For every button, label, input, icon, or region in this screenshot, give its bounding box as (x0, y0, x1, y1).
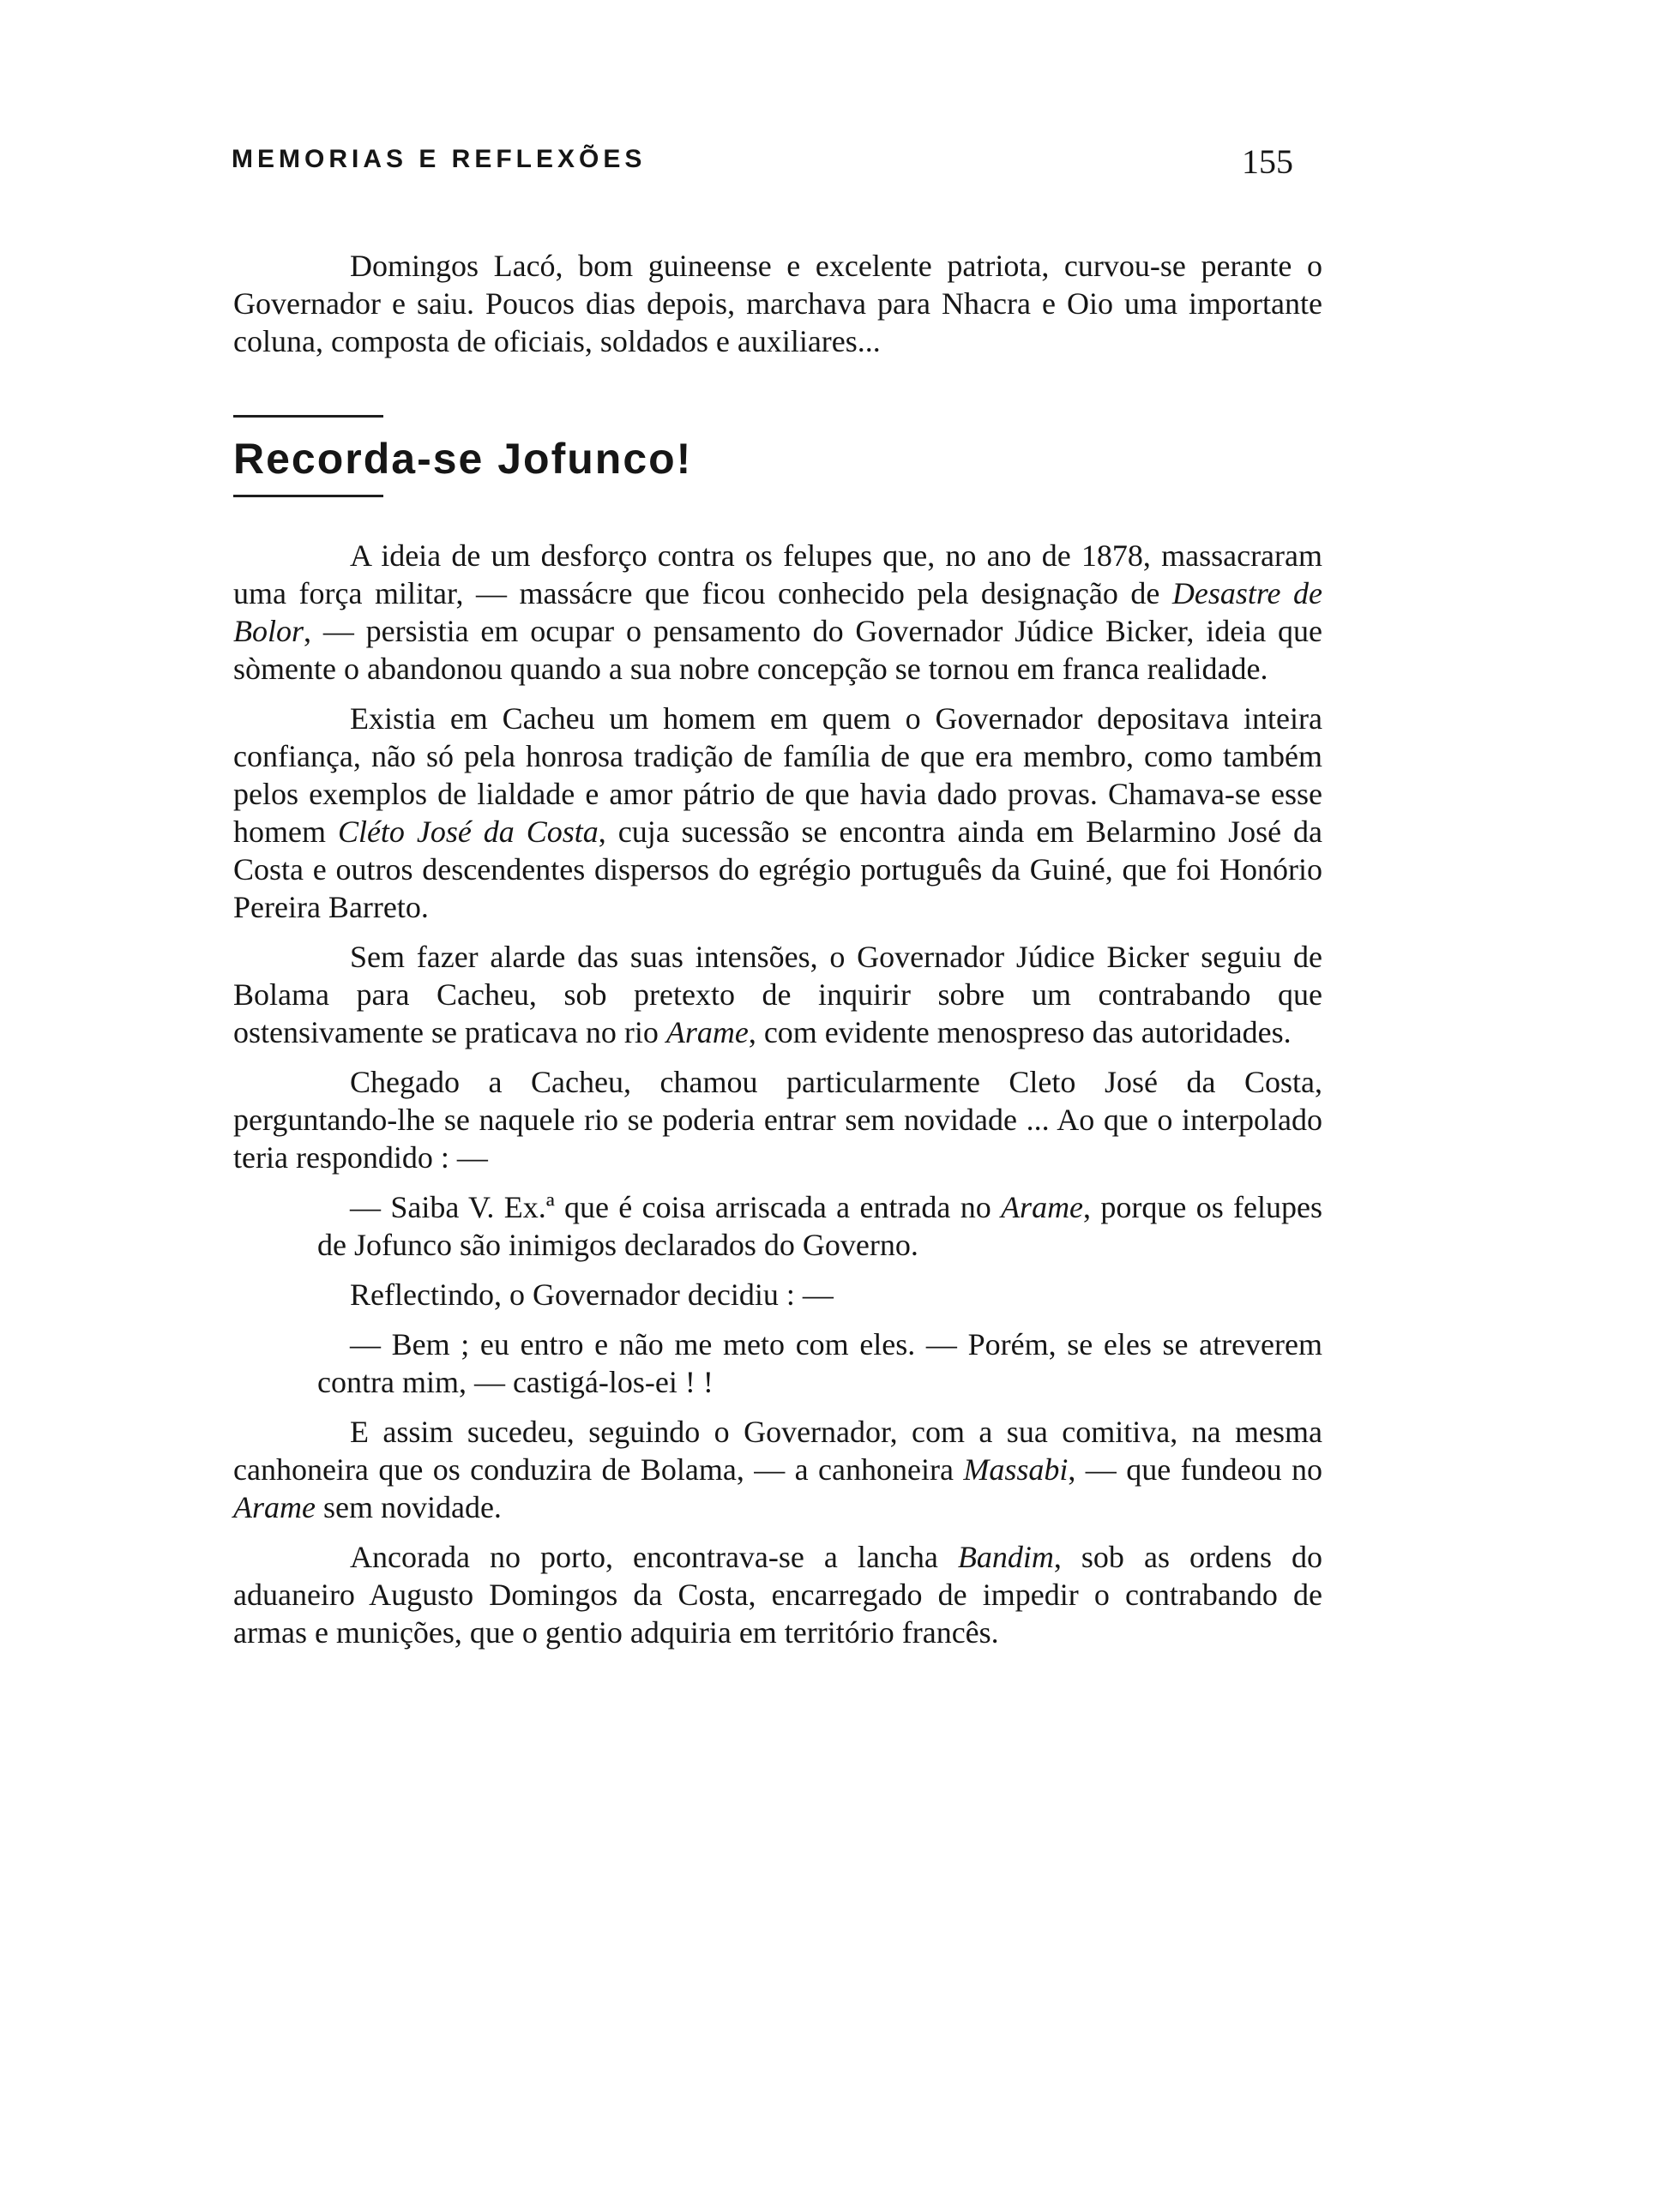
paragraph-text: , sob as ordens do aduaneiro Augusto Domingos da Costa, encarregado de impedir o contrabando de armas e munições, que o gentio adquiria em território francês. (233, 1540, 1322, 1650)
paragraph-lancha-bandim (233, 1538, 1322, 1651)
intro-paragraph: Domingos Lacó, bom guineense e excelente patriota, curvou-se perante o Governador e saiu. Poucos dias depois, marchava para Nhacra e Oio uma importante coluna, composta de oficiais, soldados e auxiliares... (233, 249, 1322, 358)
paragraph-text: A ideia de um desforço contra os felupes que, no ano de 1878, massacraram uma força militar, — massácre que ficou conhecido pela designação de (233, 538, 1322, 610)
dialogue-text: , porque os felupes de Jofunco são inimigos declarados do Governo. (317, 1190, 1322, 1262)
paragraph-desastre-de-bolor (233, 537, 1322, 688)
italic-river-name: Arame (233, 1490, 316, 1524)
page-body (233, 247, 1322, 1663)
paragraph-text: sem novidade. (315, 1490, 502, 1524)
italic-name: Cléto José da Costa (337, 814, 599, 849)
dialogue-governor-reply: — Bem ; eu entro e não me meto com eles. — Porém, se eles se atreverem contra mim, — castigá-los-ei ! ! (317, 1327, 1322, 1399)
section-rule-bottom (233, 495, 383, 497)
paragraph-text: Ancorada no porto, encontrava-se a lancha (350, 1540, 958, 1574)
paragraph-canhoneira-massabi (233, 1413, 1322, 1526)
section-heading: Recorda-se Jofunco! (233, 435, 693, 483)
italic-term: Desastre de Bolor (233, 576, 1322, 648)
dialogue-text: — Saiba V. Ex.ª que é coisa arriscada a entrada no (350, 1190, 1002, 1224)
running-header (232, 141, 1321, 193)
italic-ship-name: Massabi (963, 1452, 1069, 1487)
paragraph-text: , — persistia em ocupar o pensamento do Governador Júdice Bicker, ideia que sòmente o abandonou quando a sua nobre concepção se tornou em franca realidade. (233, 614, 1322, 686)
paragraph-voyage-to-cacheu (233, 938, 1322, 1051)
paragraph-text: , com evidente menospreso das autoridades. (748, 1015, 1292, 1049)
page-number: 155 (1242, 142, 1293, 181)
paragraph-arrival-at-cacheu: Chegado a Cacheu, chamou particularmente Cleto José da Costa, perguntando-lhe se naquele rio se poderia entrar sem novidade ... Ao que o interpolado teria respondido : — (233, 1065, 1322, 1175)
paragraph-cleto-jose-da-costa (233, 700, 1322, 926)
italic-river-name: Arame (1001, 1190, 1084, 1224)
running-title: MEMORIAS E REFLEXÕES (232, 145, 647, 173)
italic-river-name: Arame (665, 1015, 749, 1049)
italic-ship-name: Bandim (957, 1540, 1054, 1574)
paragraph-text: E assim sucedeu, seguindo o Governador, com a sua comitiva, na mesma canhoneira que os conduzira de Bolama, — a canhoneira (233, 1415, 1322, 1487)
paragraph-text: Existia em Cacheu um homem em quem o Governador depositava inteira confiança, não só pela honrosa tradição de família de que era membro, como também pelos exemplos de lialdade e amor pátrio de que havia dado provas. Chamava-se esse homem (233, 701, 1322, 849)
paragraph-text: , — que fundeou no (1068, 1452, 1322, 1487)
dialogue-governor-decides: Reflectindo, o Governador decidiu : — (350, 1277, 834, 1312)
paragraph-text: , cuja sucessão se encontra ainda em Belarmino José da Costa e outros descendentes dispersos do egrégio português da Guiné, que foi Honório Pereira Barreto. (233, 814, 1323, 924)
paragraph-text: Sem fazer alarde das suas intensões, o Governador Júdice Bicker seguiu de Bolama para Cacheu, sob pretexto de inquirir sobre um contrabando que ostensivamente se praticava no rio (233, 940, 1322, 1049)
dialogue-warning (317, 1188, 1322, 1264)
section-rule-top (233, 415, 383, 418)
